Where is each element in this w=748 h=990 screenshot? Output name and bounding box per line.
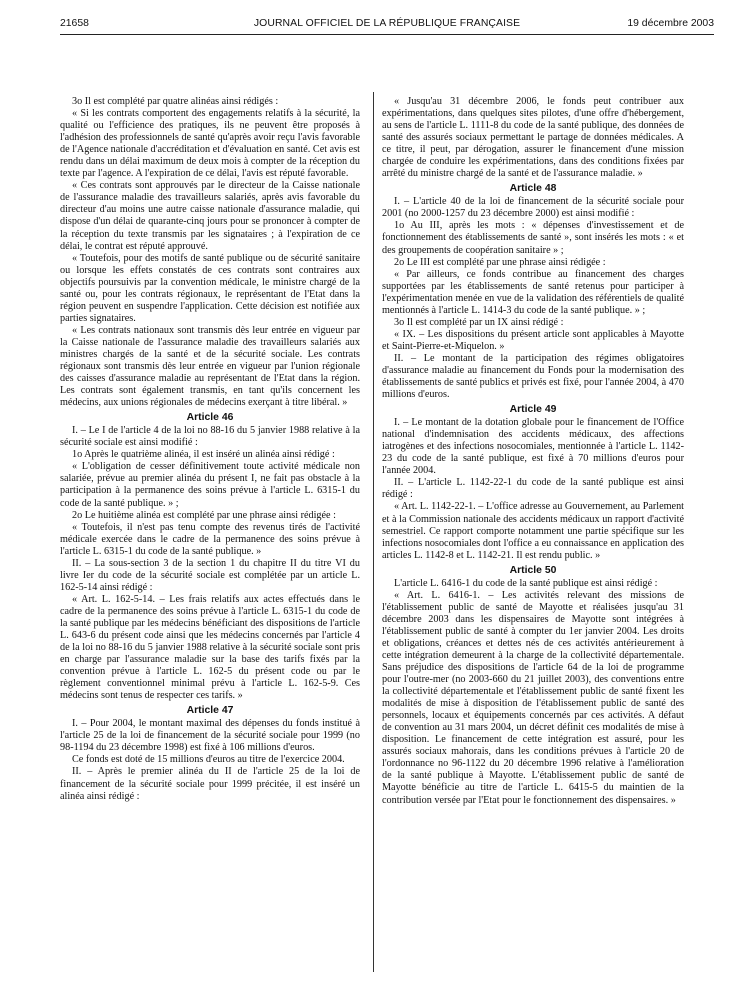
paragraph: « Jusqu'au 31 décembre 2006, le fonds peut contribuer aux expérimentations, dans quelques sites pilotes, d'une offre d'hébergement, au sens de l'article L. 1111-8 du code de la santé publique, des données de santé des assurés sociaux permettant le partage de données médicales. A ce titre, il peut, par dérogation, assurer le financement d'une mission chargée de conduire les expérimentations, dans des conditions fixées par arrêté du ministre chargé de la santé et de l'assurance maladie. » bbox=[382, 96, 684, 180]
left-column bbox=[60, 96, 360, 803]
paragraph: L'article L. 6416-1 du code de la santé publique est ainsi rédigé : bbox=[394, 577, 658, 589]
paragraph: 3o Il est complété par quatre alinéas ainsi rédigés : bbox=[72, 96, 279, 107]
paragraph: I. – Pour 2004, le montant maximal des dépenses du fonds institué à l'article 25 de la loi de financement de la sécurité sociale pour 1999 (no 98-1194 du 23 décembre 1998) est fixé à 106 millions d'euros. bbox=[60, 718, 360, 754]
article-heading: Article 49 bbox=[509, 404, 557, 416]
paragraph: II. – Après le premier alinéa du II de l'article 25 de la loi de financement de la sécurité sociale pour 1999 précitée, il est inséré un alinéa ainsi rédigé : bbox=[60, 766, 360, 802]
paragraph: 1o Après le quatrième alinéa, il est inséré un alinéa ainsi rédigé : bbox=[72, 449, 335, 461]
issue-date: 19 décembre 2003 bbox=[627, 18, 714, 29]
page-header bbox=[60, 18, 714, 34]
paragraph: « Les contrats nationaux sont transmis dès leur entrée en vigueur par la Caisse nationale de l'assurance maladie des travailleurs salariés aux ministres chargés de la santé et de la sécurité sociale. Les contrats régionaux sont transmis dès leur entrée en vigueur par l'union régionale des caisses d'assurance maladie au représentant de l'Etat dans la région. Les contrats sont également transmis, en tant qu'ils concernent les médecins, aux unions régionales de médecins exerçant à titre libéral. » bbox=[60, 324, 360, 409]
paragraph: 1o Au III, après les mots : « dépenses d'investissement et de fonctionnement des établissements de santé », sont insérés les mots : « et des groupements de coopération sanitaire » ; bbox=[382, 220, 684, 256]
paragraph: « L'obligation de cesser définitivement toute activité médicale non salariée, prévue au premier alinéa du présent I, ne fait pas obstacle à la participation à la permanence des soins prévue à l'article L. 6315-1 du code de la santé publique. » ; bbox=[60, 461, 360, 509]
paragraph: « Art. L. 162-5-14. – Les frais relatifs aux actes effectués dans le cadre de la permanence des soins prévue à l'article L. 6315-1 du code de la santé publique par les médecins bénéficiant des dispositions de l'article L. 643-6 du présent code ainsi que les médecins concernés par l'article 4 de la loi no 88-16 du 5 janvier 1988 relative à la sécurité sociale sont pris en charge par l'assurance maladie sur la base des tarifs fixés par la convention prévue à l'article L. 162-5 du présent code ou par le règlement conventionnel minimal prévu à l'article L. 162-5-9. Ces médecins sont tenus de respecter ces tarifs. » bbox=[60, 593, 360, 702]
paragraph: II. – L'article L. 1142-22-1 du code de la santé publique est ainsi rédigé : bbox=[382, 477, 684, 501]
paragraph: Ce fonds est doté de 15 millions d'euros au titre de l'exercice 2004. bbox=[72, 754, 345, 766]
paragraph: « Toutefois, il n'est pas tenu compte des revenus tirés de l'activité médicale exercée dans le cadre de la permanence des soins prévue à l'article L. 6315-1 du code de la santé publique. » bbox=[60, 521, 360, 557]
journal-title: JOURNAL OFFICIEL DE LA RÉPUBLIQUE FRANÇAISE bbox=[253, 18, 521, 29]
paragraph: 2o Le III est complété par une phrase ainsi rédigée : bbox=[394, 256, 606, 268]
paragraph: I. – Le I de l'article 4 de la loi no 88-16 du 5 janvier 1988 relative à la sécurité sociale est ainsi modifié : bbox=[60, 425, 360, 449]
page-number: 21658 bbox=[60, 18, 89, 29]
article-heading: Article 47 bbox=[186, 705, 234, 717]
paragraph: 2o Le huitième alinéa est complété par une phrase ainsi rédigée : bbox=[72, 509, 336, 521]
paragraph: II. – La sous-section 3 de la section 1 du chapitre II du titre VI du livre Ier du code de la sécurité sociale est complétée par un article L. 162-5-14 ainsi rédigé : bbox=[60, 557, 360, 593]
article-heading: Article 48 bbox=[509, 183, 557, 195]
paragraph: « Art. L. 6416-1. – Les activités relevant des missions de l'établissement public de santé de Mayotte et réalisées jusqu'au 31 décembre 2003 dans les dispensaires de Mayotte sont intégrées à l'établissement public de santé à compter du 1er janvier 2004. Les droits et obligations, créances et dettes nés de ces activités antérieurement à cette intégration demeurent à la charge de la collectivité départementale. Sans préjudice des dispositions de l'article 64 de la loi de programme pour l'outre-mer (no 2003-660 du 21 juillet 2003), des conventions entre la collectivité départementale et l'établissement public de santé fixent les modalités de mise à disposition de l'établissement public de santé des personnels, locaux et équipements concernés par ces activités. A défaut de convention au 31 mars 2004, un décret définit ces modalités de mise à disposition. Le financement de cette intégration est assuré, pour les assurés sociaux mahorais, dans les conditions prévues à l'article 20 de l'ordonnance no 96-1122 du 20 décembre 1996 relative à l'amélioration de la santé publique à Mayotte. L'établissement public de santé de Mayotte bénéficie au titre de l'article L. 6415-5 du maintien de la contribution versée par l'Etat pour le fonctionnement des dispensaires. » bbox=[382, 589, 684, 806]
article-heading: Article 50 bbox=[509, 564, 557, 576]
paragraph: « Par ailleurs, ce fonds contribue au financement des charges supportées par les établissements de santé retenus pour participer à l'expérimentation menée en vue de la validation des référentiels de qualité mentionnés à l'article L. 1414-3 du code de la santé publique. » ; bbox=[382, 268, 684, 316]
paragraph: I. – L'article 40 de la loi de financement de la sécurité sociale pour 2001 (no 2000-1257 du 23 décembre 2000) est ainsi modifié : bbox=[382, 196, 684, 220]
right-column bbox=[382, 96, 684, 807]
article-heading: Article 46 bbox=[186, 412, 234, 424]
paragraph: I. – Le montant de la dotation globale pour le financement de l'Office national d'indemnisation des accidents médicaux, des affections iatrogènes et des infections nosocomiales, mentionnée à l'article L. 1142-23 du code de la santé publique, est fixé à 70 millions d'euros pour l'année 2004. bbox=[382, 417, 684, 477]
paragraph: 3o Il est complété par un IX ainsi rédigé : bbox=[394, 316, 564, 328]
paragraph: « Art. L. 1142-22-1. – L'office adresse au Gouvernement, au Parlement et à la Commission nationale des accidents médicaux un rapport d'activité semestriel. Ce rapport comporte notamment une partie spécifique sur les infections nosocomiales dont l'office a eu connaissance en application des articles L. 1142-8 et L. 1142-21. Il est rendu public. » bbox=[382, 501, 684, 561]
paragraph: « Si les contrats comportent des engagements relatifs à la sécurité, la qualité ou l'efficience des pratiques, ils ne peuvent être proposés à l'adhésion des professionnels de santé qu'après avoir reçu l'avis favorable de l'Agence nationale d'accréditation et d'évaluation en santé. Cet avis est rendu dans un délai maximum de deux mois à compter de la réception du texte par l'agence. A l'expiration de ce délai, l'avis est réputé favorable. bbox=[60, 108, 360, 180]
column-divider bbox=[373, 92, 374, 972]
paragraph: « Ces contrats sont approuvés par le directeur de la Caisse nationale de l'assurance maladie des travailleurs salariés, après avis favorable du directeur d'au moins une autre caisse nationale d'assurance maladie, qui dispose d'un délai de quarante-cinq jours pour se prononcer à compter de la réception du texte transmis par les signataires ; à l'expiration de ce délai, le contrat est réputé approuvé. bbox=[60, 180, 360, 252]
header-rule bbox=[60, 34, 714, 35]
paragraph: « Toutefois, pour des motifs de santé publique ou de sécurité sanitaire ou lorsque les effets constatés de ces contrats sont contraires aux objectifs poursuivis par la convention médicale, le ministre chargé de la santé ou, pour les contrats régionaux, le représentant de l'Etat dans la région peuvent en suspendre l'application. Cette décision est notifiée aux parties signataires. bbox=[60, 252, 360, 324]
paragraph: « IX. – Les dispositions du présent article sont applicables à Mayotte et Saint-Pierre-et-Miquelon. » bbox=[382, 328, 684, 352]
paragraph: II. – Le montant de la participation des régimes obligatoires d'assurance maladie au financement du Fonds pour la modernisation des établissements de santé publics et privés est fixé, pour l'année 2004, à 470 millions d'euros. bbox=[382, 352, 684, 401]
